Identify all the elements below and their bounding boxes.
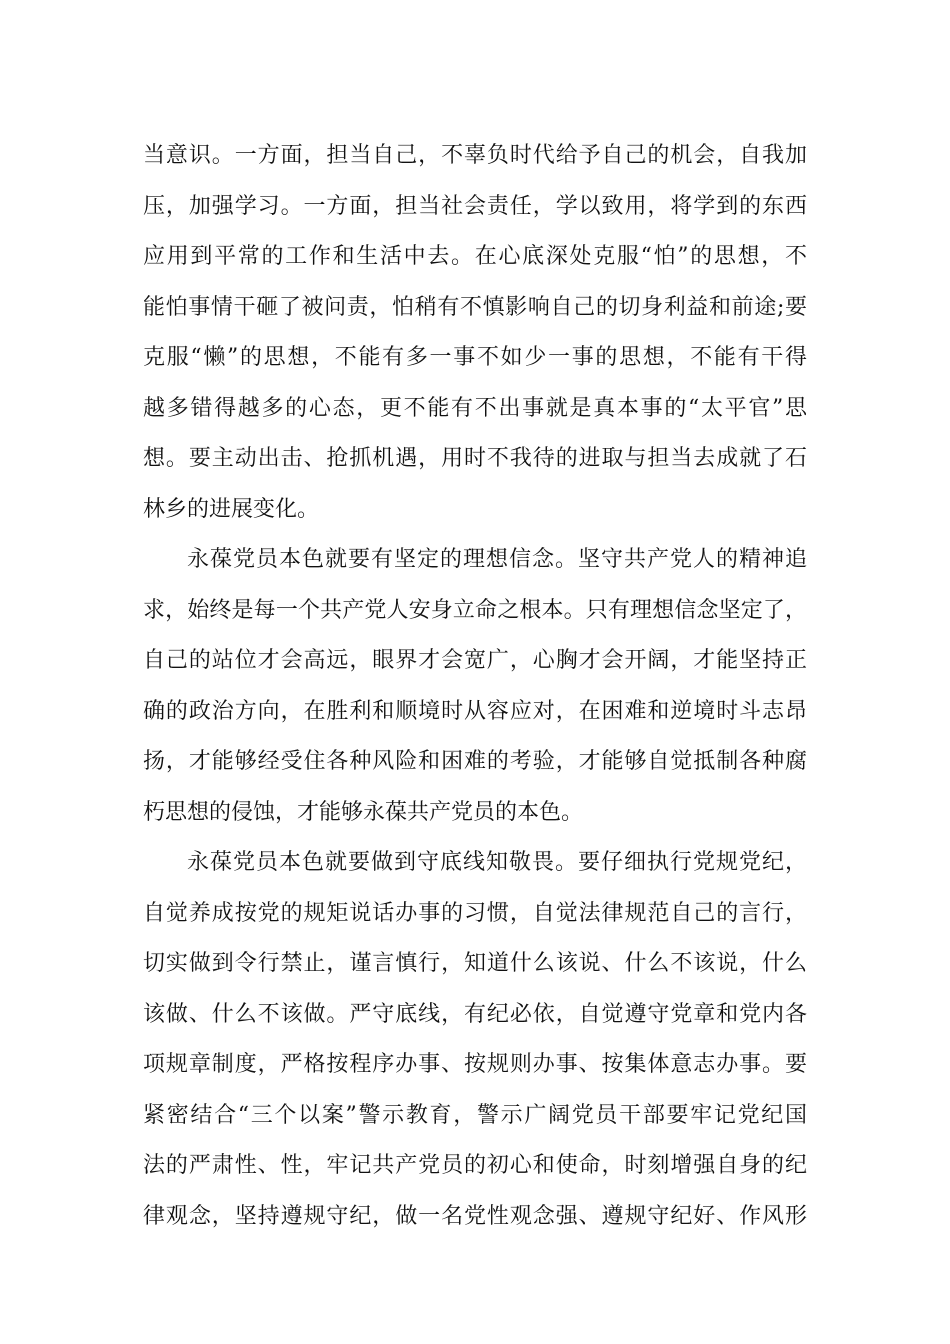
text-line: 自己的站位才会高远，眼界才会宽广，心胸才会开阔，才能坚持正 [143, 648, 807, 673]
text-line: 扬，才能够经受住各种风险和困难的考验，才能够自觉抵制各种腐 [143, 749, 807, 774]
text-line: 确的政治方向，在胜利和顺境时从容应对，在困难和逆境时斗志昂 [143, 698, 807, 724]
text-line: 求，始终是每一个共产党人安身立命之根本。只有理想信念坚定了， [143, 597, 807, 623]
text-line: 应用到平常的工作和生活中去。在心底深处克服“怕”的思想，不 [143, 244, 807, 269]
text-line: 切实做到令行禁止，谨言慎行，知道什么该说、什么不该说，什么 [143, 951, 807, 976]
text-line: 能怕事情干砸了被问责，怕稍有不慎影响自己的切身利益和前途;要 [143, 294, 807, 320]
text-line: 律观念，坚持遵规守纪，做一名党性观念强、遵规守纪好、作风形 [143, 1203, 807, 1229]
text-line: 紧密结合“三个以案”警示教育，警示广阔党员干部要牢记党纪国 [143, 1102, 807, 1128]
text-line: 项规章制度，严格按程序办事、按规则办事、按集体意志办事。要 [143, 1052, 807, 1077]
text-line: 当意识。一方面，担当自己，不辜负时代给予自己的机会，自我加 [143, 143, 807, 168]
text-line: 想。要主动出击、抢抓机遇，用时不我待的进取与担当去成就了石 [143, 446, 807, 471]
document-body [143, 131, 807, 1242]
text-line: 林乡的进展变化。 [143, 496, 320, 522]
text-line: 压，加强学习。一方面，担当社会责任，学以致用，将学到的东西 [143, 193, 807, 219]
text-line: 该做、什么不该做。严守底线，有纪必依，自觉遵守党章和党内各 [143, 1001, 807, 1027]
text-line: 克服“懒”的思想，不能有多一事不如少一事的思想，不能有干得 [143, 345, 807, 370]
paragraph-first-line: 永葆党员本色就要有坚定的理想信念。坚守共产党人的精神追 [187, 547, 807, 572]
paragraph-first-line: 永葆党员本色就要做到守底线知敬畏。要仔细执行党规党纪， [187, 850, 807, 875]
text-line: 法的严肃性、性，牢记共产党员的初心和使命，时刻增强自身的纪 [143, 1153, 807, 1178]
text-line: 自觉养成按党的规矩说话办事的习惯，自觉法律规范自己的言行， [143, 900, 807, 926]
text-line: 朽思想的侵蚀，才能够永葆共产党员的本色。 [143, 799, 584, 825]
text-line: 越多错得越多的心态，更不能有不出事就是真本事的“太平官”思 [143, 395, 807, 421]
